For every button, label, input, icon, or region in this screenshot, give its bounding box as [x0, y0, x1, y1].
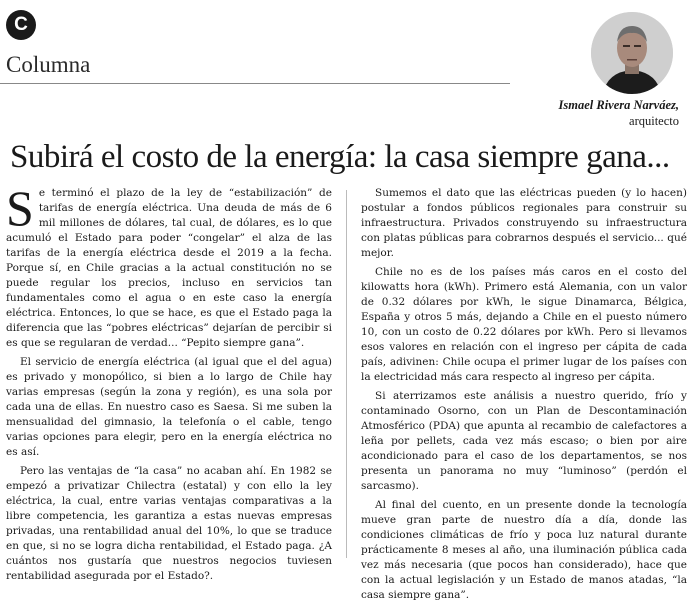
- article-paragraph: Se terminó el plazo de la ley de “estabilización” de tarifas de energía eléctrica. Una deuda de más de 6 mil millones de dólares, tal cual, de dólares, es lo que acumuló el Estado para poder “congelar” el alza de las tarifas de la energía eléctrica desde el 2019 a la fecha. Porque sí, en Chile gracias a la actual constitución no se puede regular los precios, incluso en servicios tan fundamentales como el agua o en este caso la energía eléctrica. Entonces, lo que se hace, es que el Estado paga la diferencia que las “pobres eléctricas” dejarían de percibir si es que se regularan de verdad... “Pepito siempre gana”.: [6, 180, 332, 349]
- author-role: arquitecto: [629, 114, 679, 128]
- article-paragraph: El servicio de energía eléctrica (al igual que el del agua) es privado y monopólico, si bien a lo largo de Chile hay varias empresas (según la zona y región), es una sola por cada una de ellas. En nuestro caso es Saesa. Si me suben la mensualidad del gimnasio, la telefonía o el cable, tengo varias opciones para elegir, pero en la energía eléctrica no es así.: [6, 356, 332, 458]
- author-byline: [559, 97, 679, 129]
- column-badge: C: [6, 10, 36, 40]
- column-divider: [346, 190, 347, 558]
- article-headline: Subirá el costo de la energía: la casa siempre gana...: [10, 139, 670, 175]
- article-column-left: [6, 180, 332, 588]
- author-name: Ismael Rivera Narváez,: [558, 98, 679, 112]
- article-paragraph: Si aterrizamos este análisis a nuestro querido, frío y contaminado Osorno, con un Plan de Descontaminación Atmosférico (PDA) que apunta al recambio de calefactores a leña por pellets, cada vez más escaso; o bien por aire acondicionado para el caso de los departamentos, se nos presenta un panorama no muy “luminoso” (perdón el sarcasmo).: [361, 390, 687, 492]
- header-rule: [0, 83, 510, 84]
- article-paragraph: Al final del cuento, en un presente donde la tecnología mueve gran parte de nuestro día a día, donde las condiciones climáticas de frío y poca luz natural durante prácticamente 8 meses al año, una iluminación pública cada vez más necesaria (que pocos han considerado), hace que con la actual legislación y un Estado de manos atadas, “la casa siempre gana”.: [361, 499, 687, 601]
- section-label: Columna: [6, 52, 91, 77]
- article-paragraph: Chile no es de los países más caros en el costo del kilowatts hora (kWh). Primero está Alemania, con un valor de 0.32 dólares por kWh, le sigue Dinamarca, Bélgica, España y otros 5 más, dejando a Chile en el puesto número 10, con un costo de 0.22 dólares por kWh. Pero si llevamos esos valores en relación con el ingreso per cápita de cada país, adivinen: Chile ocupa el primer lugar de los países con la electricidad más cara respecto al ingreso per cápita.: [361, 266, 687, 383]
- author-avatar: [591, 12, 673, 94]
- article-paragraph: Sumemos el dato que las eléctricas pueden (y lo hacen) postular a fondos públicos regionales para construir su infraestructura. Privados construyendo su infraestructura con platas públicas para cobrarnos después el servicio... qué mejor.: [361, 187, 687, 259]
- drop-cap: S: [6, 180, 34, 236]
- article-paragraph: Pero las ventajas de “la casa” no acaban ahí. En 1982 se empezó a privatizar Chilectra (estatal) y con ello la ley eléctrica, la cual, entre varias ventajas comparativas a la libre competencia, les garantiza a estas nuevas empresas privadas, una rentabilidad anual del 10%, lo que se traduce en que, si no se logra dicha rentabilidad, el Estado paga. ¿A cuántos nos gustaría que nuestros negocios tuviesen rentabilidad asegurada por el Estado?.: [6, 465, 332, 582]
- article-column-right: [361, 186, 687, 607]
